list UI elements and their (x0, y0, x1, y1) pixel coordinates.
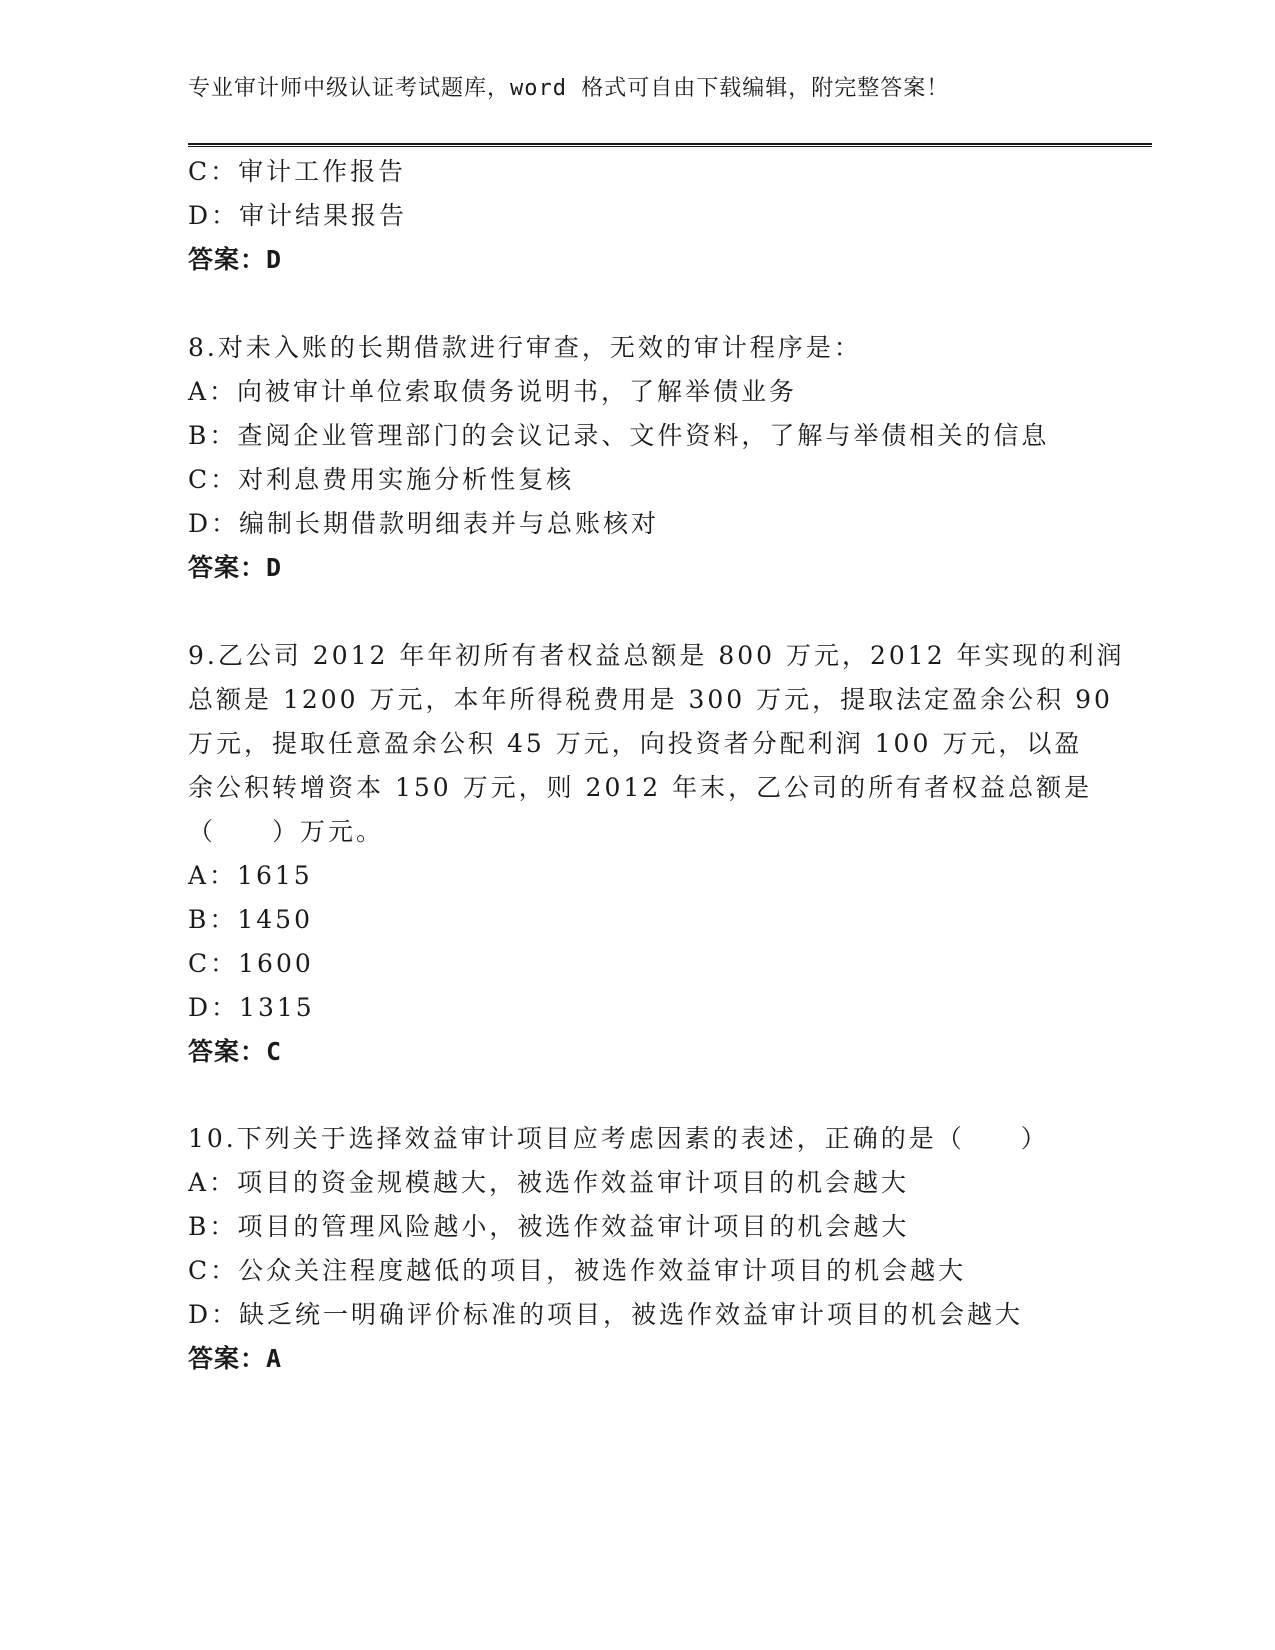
q9-option-d: D：1315 (188, 993, 315, 1022)
q9-answer: 答案：C (188, 1037, 283, 1066)
q9-option-a: A：1615 (188, 861, 313, 890)
q10-option-d: D：缺乏统一明确评价标准的项目，被选作效益审计项目的机会越大 (188, 1300, 1024, 1329)
q9-option-b: B：1450 (188, 905, 313, 934)
q8-option-a: A：向被审计单位索取债务说明书，了解举债业务 (188, 377, 798, 406)
q8-option-d: D：编制长期借款明细表并与总账核对 (188, 509, 660, 538)
q10-answer: 答案：A (188, 1344, 283, 1373)
q8-answer: 答案：D (188, 553, 283, 582)
q8-option-b: B：查阅企业管理部门的会议记录、文件资料，了解与举债相关的信息 (188, 421, 1050, 450)
q7-option-d: D：审计结果报告 (188, 201, 408, 230)
q10-option-a: A：项目的资金规模越大，被选作效益审计项目的机会越大 (188, 1168, 910, 1197)
q9-stem-line-1: 9.乙公司 2012 年年初所有者权益总额是 800 万元，2012 年实现的利润 (188, 641, 1125, 670)
q8-stem: 8.对未入账的长期借款进行审查，无效的审计程序是： (188, 333, 862, 362)
q8-option-c: C：对利息费用实施分析性复核 (188, 465, 575, 494)
q10-option-c: C：公众关注程度越低的项目，被选作效益审计项目的机会越大 (188, 1256, 967, 1285)
q10-option-b: B：项目的管理风险越小，被选作效益审计项目的机会越大 (188, 1212, 910, 1241)
q9-stem-line-2: 总额是 1200 万元，本年所得税费用是 300 万元，提取法定盈余公积 90 (188, 685, 1113, 714)
q9-stem-line-5: （ ）万元。 (188, 817, 385, 846)
header-divider (188, 143, 1152, 147)
q9-stem-line-3: 万元，提取任意盈余公积 45 万元，向投资者分配利润 100 万元，以盈 (188, 729, 1083, 758)
q9-stem-line-4: 余公积转增资本 150 万元，则 2012 年末，乙公司的所有者权益总额是 (188, 773, 1093, 802)
q9-option-c: C：1600 (188, 949, 314, 978)
q10-stem: 10.下列关于选择效益审计项目应考虑因素的表述，正确的是（ ） (188, 1124, 1049, 1153)
q7-option-c: C：审计工作报告 (188, 157, 407, 186)
q7-answer: 答案：D (188, 245, 283, 274)
page-header: 专业审计师中级认证考试题库，word 格式可自由下载编辑，附完整答案！ (188, 76, 950, 101)
